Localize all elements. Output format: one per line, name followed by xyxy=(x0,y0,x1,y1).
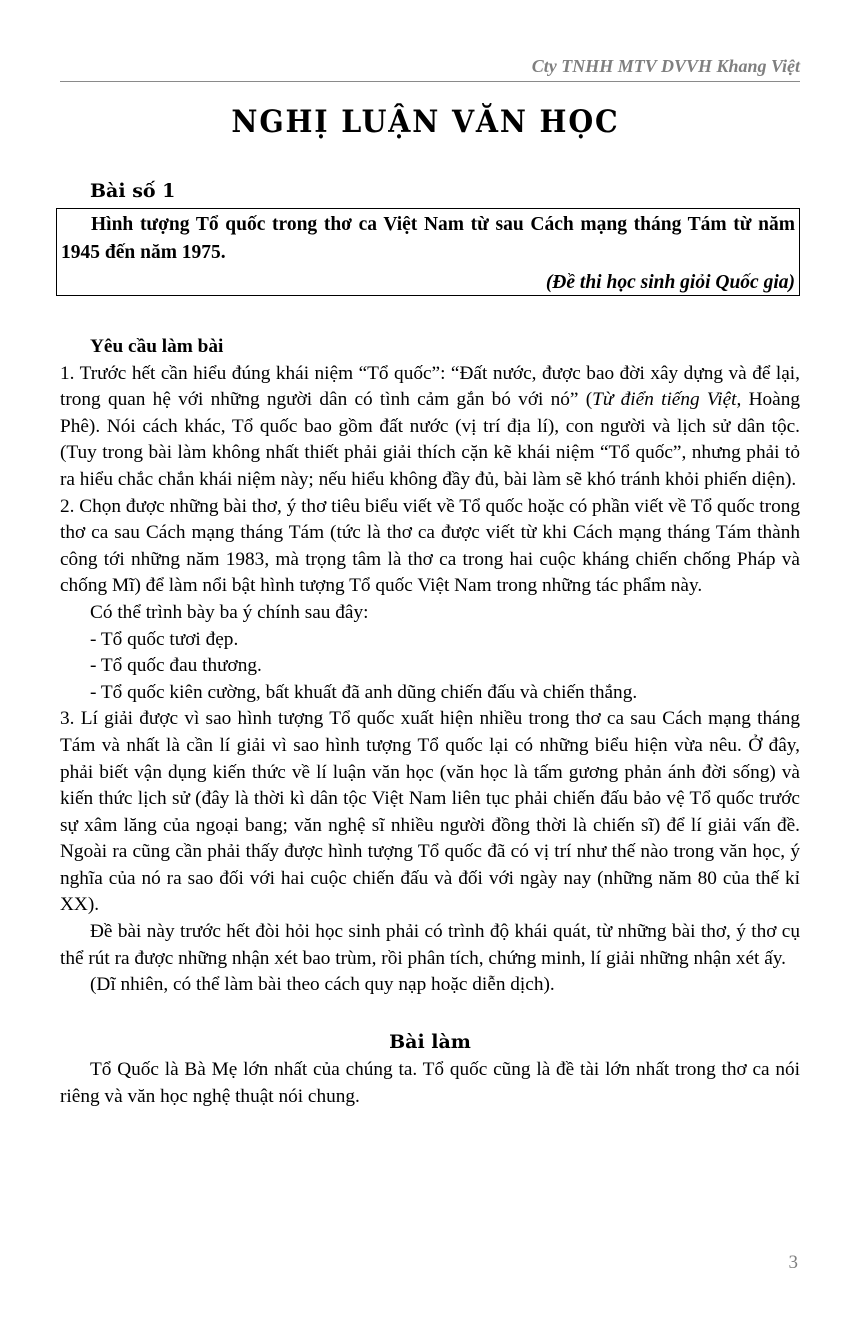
bullet-item: - Tổ quốc kiên cường, bất khuất đã anh dũng chiến đấu và chiến thắng. xyxy=(90,681,638,703)
topic-source: (Đề thi học sinh giỏi Quốc gia) xyxy=(545,272,795,293)
requirement-remark: (Dĩ nhiên, có thể làm bài theo cách quy nạp hoặc diễn dịch). xyxy=(90,974,555,996)
page-number: 3 xyxy=(788,1252,798,1273)
requirement-2-intro: Có thể trình bày ba ý chính sau đây: xyxy=(90,601,369,623)
requirement-2: 2. Chọn được những bài thơ, ý thơ tiêu biểu viết về Tổ quốc hoặc có phần viết về Tổ quốc trong thơ ca sau Cách mạng tháng Tám (tức là thơ ca được viết từ khi Cách mạng tháng Tám thành công tới những năm 1983, mà trọng tâm là thơ ca trong hai cuộc kháng chiến chống Pháp và chống Mĩ) để làm nổi bật hình tượng Tổ quốc Việt Nam trong những tác phẩm này. xyxy=(60,495,800,597)
essay-paragraph: Tổ Quốc là Bà Mẹ lớn nhất của chúng ta. Tổ quốc cũng là đề tài lớn nhất trong thơ ca nói riêng và văn học nghệ thuật nói chung. xyxy=(60,1059,800,1108)
requirement-1-text-b: , Hoàng Phê). Nói cách khác, Tổ quốc bao gồm đất nước (vị trí địa lí), con người và lịch sử dân tộc. (Tuy trong bài làm không nhất thiết phải giải thích cặn kẽ khái niệm “Tổ quốc”, nhưng phải tỏ ra hiểu chắc chắn khái niệm này; nếu hiểu không đầy đủ, bài làm sẽ khó tránh khỏi phiến diện). xyxy=(60,389,800,490)
topic-text: Hình tượng Tổ quốc trong thơ ca Việt Nam từ sau Cách mạng tháng Tám từ năm 1945 đến năm 1975. xyxy=(61,214,795,263)
bullet-item: - Tổ quốc tươi đẹp. xyxy=(90,628,239,650)
exercise-label: Bài số 1 xyxy=(90,180,176,202)
requirement-note: Đề bài này trước hết đòi hỏi học sinh phải có trình độ khái quát, từ những bài thơ, ý thơ cụ thể rút ra được những nhận xét bao trùm, rồi phân tích, chứng minh, lí giải những nhận xét ấy. xyxy=(60,921,800,969)
page-title: NGHỊ LUẬN VĂN HỌC xyxy=(231,104,620,140)
essay-heading: Bài làm xyxy=(389,1030,471,1053)
topic-box xyxy=(56,208,800,296)
requirement-1-text-a: 1. Trước hết cần hiểu đúng khái niệm “Tổ quốc”: “Đất nước, được bao đời xây dựng và để lại, trong quan hệ với những người dân có tình cảm gắn bó với nó” ( xyxy=(60,362,800,411)
citation-title: Từ điển tiếng Việt xyxy=(592,389,737,411)
requirement-1 xyxy=(60,361,800,494)
requirement-3: 3. Lí giải được vì sao hình tượng Tổ quốc xuất hiện nhiều trong thơ ca sau Cách mạng tháng Tám và nhất là cần lí giải vì sao hình tượng Tổ quốc lại có những biểu hiện vừa nêu. Ở đây, phải biết vận dụng kiến thức về lí luận văn học (văn học là tấm gương phản ánh đời sống) và kiến thức lịch sử (đây là thời kì dân tộc Việt Nam liên tục phải chiến đấu bảo vệ Tổ quốc trước sự xâm lăng của ngoại bang; văn nghệ sĩ nhiều người đồng thời là chiến sĩ) để lí giải vấn đề. Ngoài ra cũng cần phải thấy được hình tượng Tổ quốc đã có vị trí như thế nào trong văn học, ý nghĩa của nó ra sao đối với hai cuộc chiến đấu và đối với ngày nay (những năm 80 của thế kỉ XX). xyxy=(60,708,800,916)
bullet-item: - Tổ quốc đau thương. xyxy=(90,655,262,677)
body-content xyxy=(60,334,800,1111)
running-header: Cty TNHH MTV DVVH Khang Việt xyxy=(60,56,800,82)
requirements-heading: Yêu cầu làm bài xyxy=(90,336,224,357)
